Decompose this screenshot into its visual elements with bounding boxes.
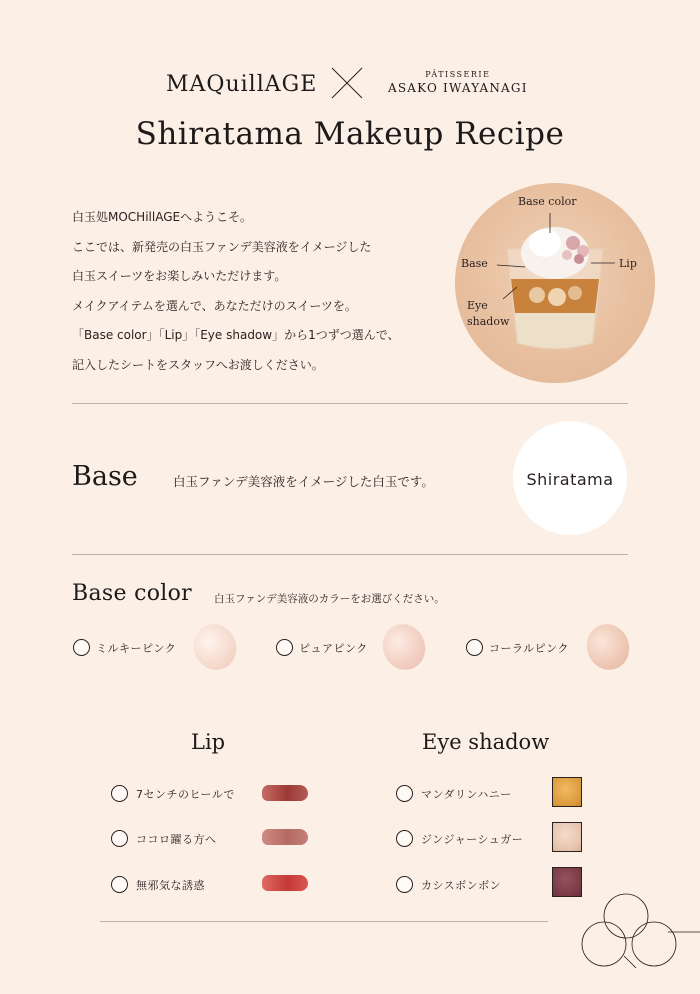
intro-line: 「Base color」「Lip」「Eye shadow」から1つずつ選んで、 <box>72 328 400 342</box>
eye-shadow-heading: Eye shadow <box>422 730 550 754</box>
option-label: コーラルピンク <box>489 642 569 655</box>
radio-eye-1[interactable] <box>396 785 413 802</box>
lip-swatch-heart <box>262 829 308 845</box>
radio-eye-3[interactable] <box>396 876 413 893</box>
intro-line: 白玉処MOCHillAGEへようこそ。 <box>72 210 252 224</box>
option-label: ピュアピンク <box>299 642 368 655</box>
divider <box>100 921 548 922</box>
base-heading: Base <box>72 461 138 492</box>
base-color-heading: Base color <box>72 581 192 606</box>
radio-lip-3[interactable] <box>111 876 128 893</box>
label-lip: Lip <box>619 257 637 270</box>
eye-swatch-mandarin <box>552 777 582 807</box>
label-shadow: shadow <box>467 315 510 328</box>
option-label: ココロ躍る方へ <box>136 833 217 846</box>
dessert-glass-image <box>455 183 655 383</box>
option-label: ミルキーピンク <box>96 642 177 655</box>
shiratama-label: Shiratama <box>526 470 614 489</box>
base-color-description: 白玉ファンデ美容液のカラーをお選びください。 <box>214 593 445 605</box>
cross-mark-icon <box>330 66 364 100</box>
dessert-illustration <box>455 183 655 383</box>
radio-lip-1[interactable] <box>111 785 128 802</box>
option-label: カシスボンボン <box>421 879 502 892</box>
option-label: 7センチのヒールで <box>136 788 235 801</box>
radio-coral-pink[interactable] <box>466 639 483 656</box>
coral-pink-swatch <box>580 618 635 676</box>
intro-line: メイクアイテムを選んで、あなただけのスイーツを。 <box>72 298 357 313</box>
lip-swatch-heel <box>262 785 308 801</box>
patisserie-logo-line1: PÂTISSERIE <box>425 70 491 79</box>
pure-pink-swatch <box>376 618 431 676</box>
radio-milky-pink[interactable] <box>73 639 90 656</box>
radio-lip-2[interactable] <box>111 830 128 847</box>
option-label: 無邪気な誘惑 <box>136 879 205 892</box>
patisserie-logo <box>388 70 528 95</box>
divider <box>72 403 628 404</box>
base-description: 白玉ファンデ美容液をイメージした白玉です。 <box>173 474 434 489</box>
eye-swatch-ginger <box>552 822 582 852</box>
label-base: Base <box>461 257 488 270</box>
intro-text <box>72 203 399 380</box>
intro-line: 白玉スイーツをお楽しみいただけます。 <box>72 269 287 283</box>
label-eye: Eye <box>467 299 488 312</box>
decorative-circles-icon <box>576 884 700 994</box>
maquillage-logo: MAQuillAGE <box>166 72 318 97</box>
option-label: ジンジャーシュガー <box>421 833 524 846</box>
divider <box>72 554 628 555</box>
radio-pure-pink[interactable] <box>276 639 293 656</box>
option-label: マンダリンハニー <box>421 788 512 801</box>
page-title: Shiratama Makeup Recipe <box>135 116 565 152</box>
lip-heading: Lip <box>191 730 226 754</box>
milky-pink-swatch <box>187 618 242 676</box>
lip-swatch-temptation <box>262 875 308 891</box>
patisserie-logo-line2: ASAKO IWAYANAGI <box>388 81 528 95</box>
intro-line: ここでは、新発売の白玉ファンデ美容液をイメージした <box>72 239 372 254</box>
label-base-color: Base color <box>518 195 577 208</box>
intro-line: 記入したシートをスタッフへお渡しください。 <box>72 357 324 372</box>
radio-eye-2[interactable] <box>396 830 413 847</box>
